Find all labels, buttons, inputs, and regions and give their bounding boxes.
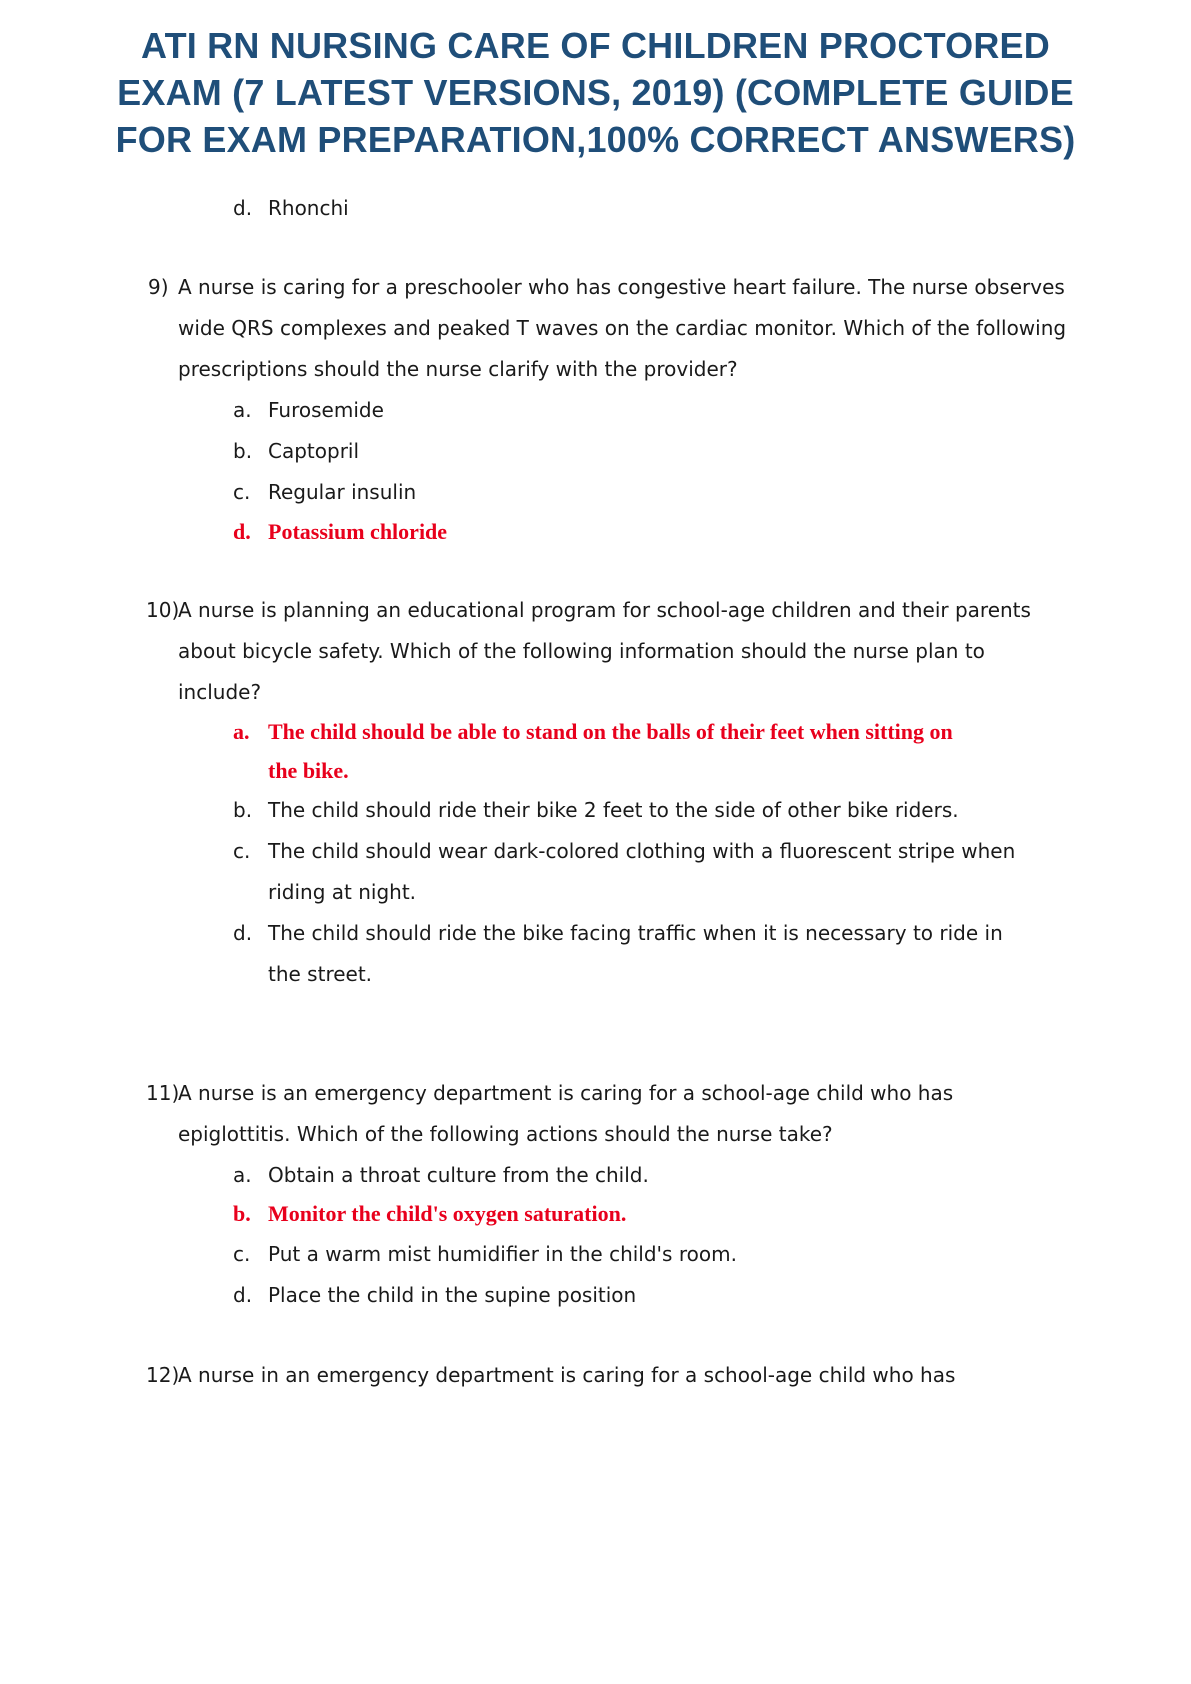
question-text-line: A nurse in an emergency department is caring for a school-age child who has	[178, 1363, 956, 1387]
question-text-line: wide QRS complexes and peaked T waves on the cardiac monitor. Which of the following	[178, 316, 1067, 340]
option-text: Regular insulin	[268, 480, 417, 504]
option-letter: a.	[233, 398, 252, 422]
question-number: 12)	[146, 1363, 180, 1387]
correct-option-text: Monitor the child's oxygen saturation.	[268, 1201, 627, 1226]
option-letter: c.	[233, 1242, 251, 1266]
correct-option-letter: b.	[233, 1201, 251, 1226]
question-text-line: epiglottitis. Which of the following actions should the nurse take?	[178, 1122, 833, 1146]
option-letter: a.	[233, 1163, 252, 1187]
document-title	[40, 22, 1151, 163]
question-text-line: include?	[178, 680, 262, 704]
option-text: Captopril	[268, 439, 360, 463]
option-text: The child should ride the bike facing traffic when it is necessary to ride in	[268, 921, 1003, 945]
option-text: Place the child in the supine position	[268, 1283, 637, 1307]
question-text-line: A nurse is caring for a preschooler who has congestive heart failure. The nurse observes	[178, 275, 1065, 299]
option-letter: d.	[233, 196, 253, 220]
title-line: ATI RN NURSING CARE OF CHILDREN PROCTORED	[141, 25, 1050, 66]
option-text: Put a warm mist humidifier in the child's room.	[268, 1242, 737, 1266]
option-text: Furosemide	[268, 398, 384, 422]
option-letter: d.	[233, 921, 253, 945]
title-line: EXAM (7 LATEST VERSIONS, 2019) (COMPLETE GUIDE	[117, 72, 1074, 113]
correct-option-text: Potassium chloride	[268, 519, 448, 544]
option-text: Obtain a throat culture from the child.	[268, 1163, 649, 1187]
question-number: 11)	[146, 1081, 180, 1105]
option-letter: d.	[233, 1283, 253, 1307]
title-line: FOR EXAM PREPARATION,100% CORRECT ANSWERS)	[115, 119, 1076, 160]
option-text: riding at night.	[268, 880, 417, 904]
option-text: The child should wear dark-colored clothing with a fluorescent stripe when	[268, 839, 1016, 863]
question-number: 9)	[148, 275, 169, 299]
option-letter: c.	[233, 480, 251, 504]
question-text-line: A nurse is an emergency department is caring for a school-age child who has	[178, 1081, 954, 1105]
option-text: The child should ride their bike 2 feet to the side of other bike riders.	[268, 798, 959, 822]
question-text-line: about bicycle safety. Which of the following information should the nurse plan to	[178, 639, 985, 663]
option-text: the street.	[268, 962, 373, 986]
option-letter: c.	[233, 839, 251, 863]
question-text-line: prescriptions should the nurse clarify with the provider?	[178, 357, 738, 381]
question-text-line: A nurse is planning an educational program for school-age children and their parents	[178, 598, 1031, 622]
correct-option-letter: d.	[233, 519, 251, 544]
correct-option-text: The child should be able to stand on the balls of their feet when sitting on	[268, 719, 953, 744]
correct-option-letter: a.	[233, 719, 250, 744]
option-letter: b.	[233, 439, 253, 463]
option-letter: b.	[233, 798, 253, 822]
correct-option-text: the bike.	[268, 758, 349, 783]
question-number: 10)	[146, 598, 180, 622]
option-text: Rhonchi	[268, 196, 349, 220]
